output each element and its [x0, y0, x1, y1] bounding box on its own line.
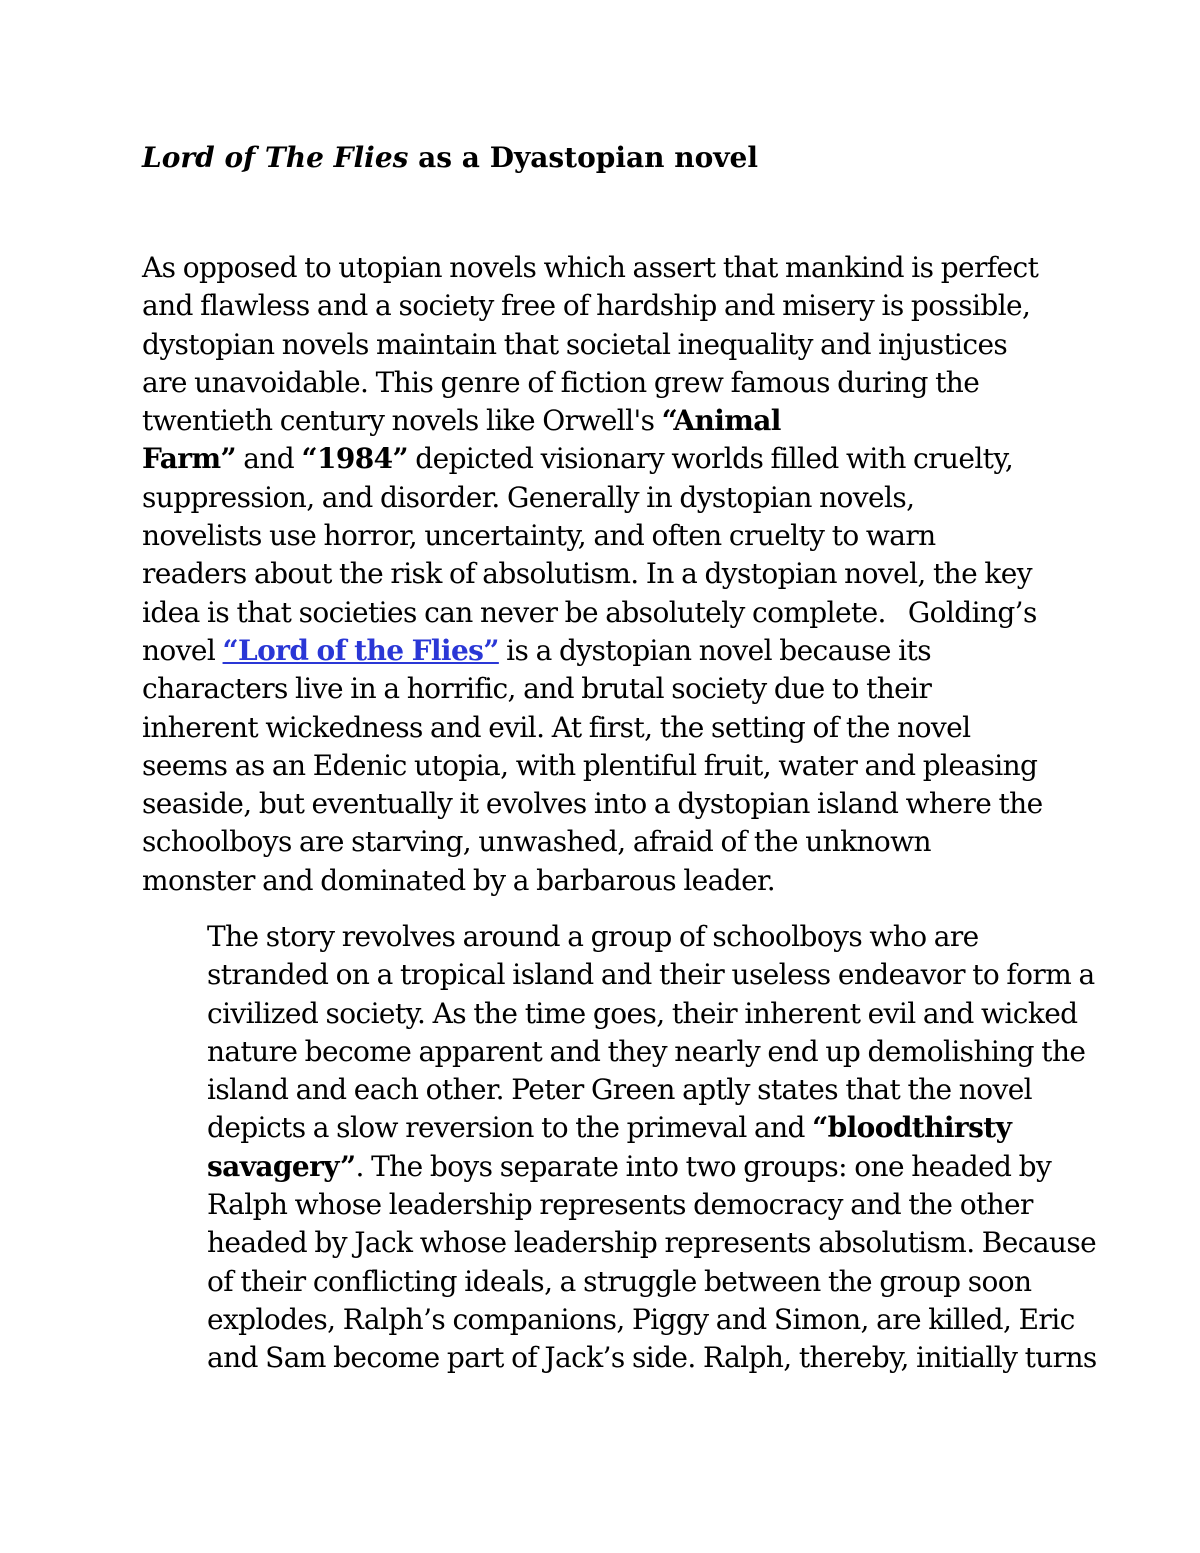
p1-line-9: readers about the risk of absolutism. In a dystopian novel, the key	[142, 557, 1032, 591]
p1-line-7: suppression, and disorder. Generally in dystopian novels,	[142, 480, 915, 514]
p1-line-6-text: depicted visionary worlds filled with cruelty,	[407, 442, 1014, 476]
paragraph-2	[142, 918, 1097, 1378]
p1-line-12: characters live in a horrific, and brutal society due to their	[142, 672, 932, 706]
paragraph-1	[142, 249, 1072, 900]
p1-line-14: seems as an Edenic utopia, with plentiful fruit, water and pleasing	[142, 748, 1038, 782]
p1-line-13: inherent wickedness and evil. At first, the setting of the novel	[142, 710, 971, 744]
animal-farm-title-end: Farm”	[142, 442, 236, 476]
p1-line-4: are unavoidable. This genre of fiction grew famous during the	[142, 365, 980, 399]
p2-line-2: stranded on a tropical island and their useless endeavor to form a	[207, 958, 1095, 992]
title-italic-part: Lord of The Flies	[142, 141, 409, 174]
p2-line-12: and Sam become part of Jack’s side. Ralph, thereby, initially turns	[207, 1341, 1097, 1375]
p2-line-5: island and each other. Peter Green aptly states that the novel	[207, 1073, 1033, 1107]
p1-line-10	[142, 594, 1072, 632]
p2-line-9: headed by Jack whose leadership represents absolutism. Because	[207, 1226, 1097, 1260]
p1-line-10-text: idea is that societies can never be absolutely complete.	[142, 595, 886, 629]
bloodthirsty-quote-end: savagery”	[207, 1149, 356, 1183]
p1-line-3: dystopian novels maintain that societal inequality and injustices	[142, 327, 1008, 361]
p1-line-6-and: and	[235, 442, 302, 476]
p1-line-11	[142, 632, 1072, 670]
p2-line-3: civilized society. As the time goes, their inherent evil and wicked	[207, 996, 1078, 1030]
p2-line-7	[142, 1148, 1072, 1186]
p1-line-11-text: is a dystopian novel because its	[498, 633, 931, 667]
p1-line-8: novelists use horror, uncertainty, and often cruelty to warn	[142, 519, 936, 553]
bloodthirsty-quote-start: “bloodthirsty	[812, 1111, 1012, 1145]
p2-line-4: nature become apparent and they nearly end up demolishing the	[207, 1034, 1086, 1068]
p2-line-8: Ralph whose leadership represents democracy and the other	[207, 1188, 1033, 1222]
p1-line-17: monster and dominated by a barbarous leader.	[142, 863, 776, 897]
p2-line-7-text: . The boys separate into two groups: one headed by	[355, 1149, 1052, 1183]
p1-line-10-goldings: Golding’s	[907, 595, 1037, 629]
p2-line-10: of their conflicting ideals, a struggle between the group soon	[207, 1264, 1032, 1298]
book-1984-title: “1984”	[301, 442, 408, 476]
p2-line-6-text: depicts a slow reversion to the primeval and	[207, 1111, 813, 1145]
title-rest-part: as a Dyastopian novel	[408, 141, 758, 174]
p1-line-5	[142, 402, 1072, 440]
p1-line-5-text: twentieth century novels like Orwell's	[142, 404, 662, 438]
lord-of-the-flies-link[interactable]: “Lord of the Flies”	[222, 633, 499, 667]
p1-line-16: schoolboys are starving, unwashed, afraid of the unknown	[142, 825, 931, 859]
p1-line-1: As opposed to utopian novels which assert that mankind is perfect	[142, 251, 1039, 284]
p1-line-2: and flawless and a society free of hardship and misery is possible,	[142, 289, 1031, 323]
p1-line-15: seaside, but eventually it evolves into a dystopian island where the	[142, 787, 1043, 821]
p1-line-6	[142, 440, 1072, 478]
p2-line-11: explodes, Ralph’s companions, Piggy and Simon, are killed, Eric	[207, 1302, 1075, 1336]
animal-farm-title-start: “Animal	[661, 404, 781, 438]
p2-line-6	[142, 1109, 1072, 1147]
document-title	[142, 138, 758, 178]
p2-line-1: The story revolves around a group of schoolboys who are	[207, 920, 979, 953]
p1-line-11-novel: novel	[142, 633, 223, 667]
